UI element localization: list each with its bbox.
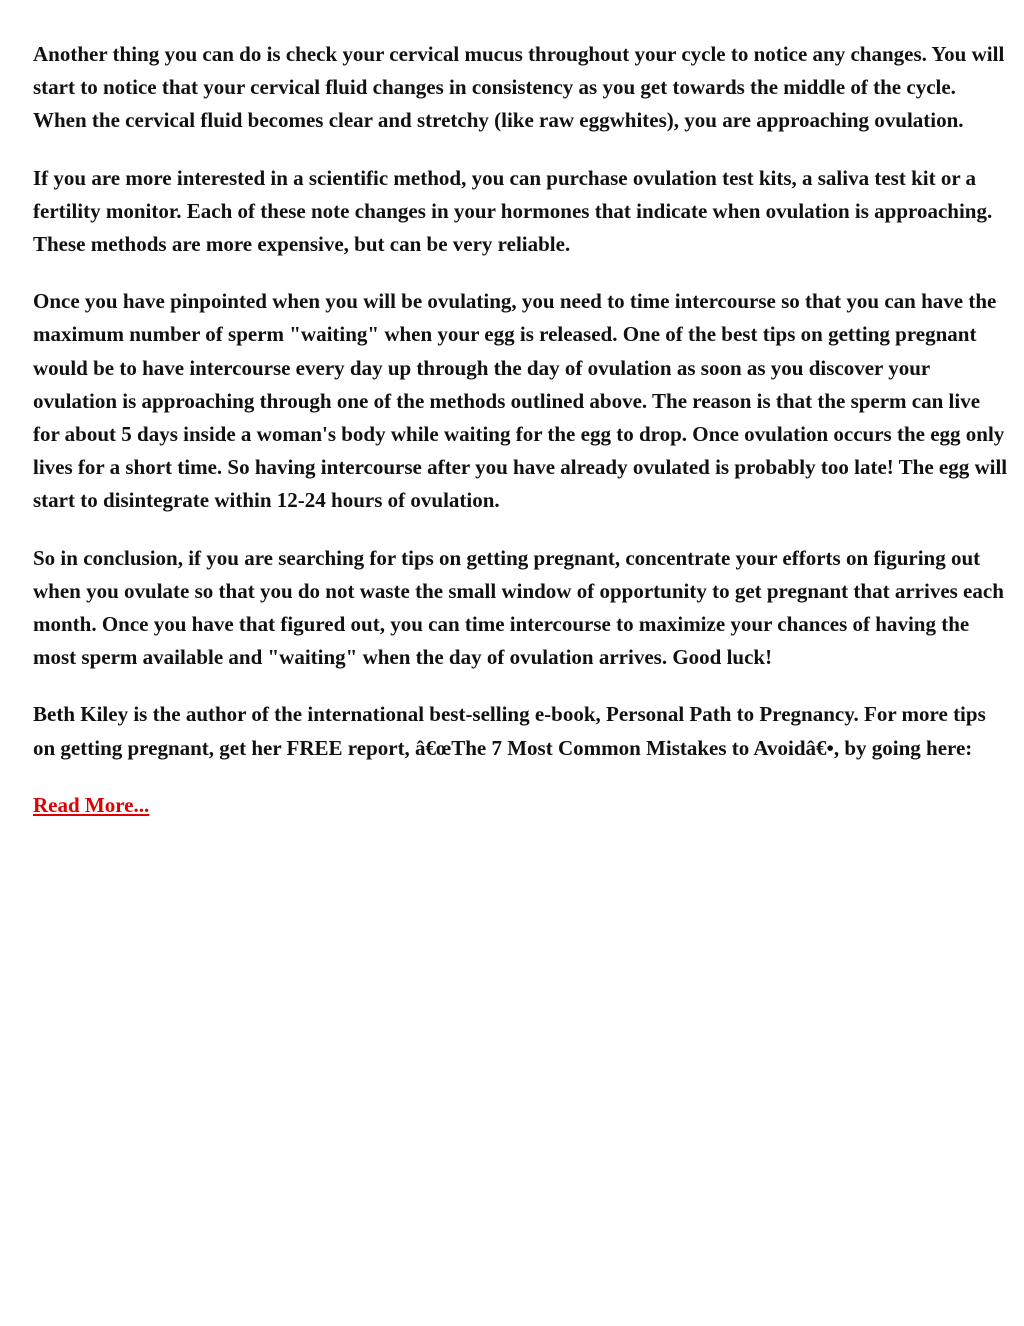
paragraph-cervical-mucus: Another thing you can do is check your cervical mucus throughout your cycle to notice any changes. You will start to notice that your cervical fluid changes in consistency as you get towards the middle of the cycle. When the cervical fluid becomes clear and stretchy (like raw eggwhites), you are approaching ovulation.	[33, 42, 1005, 133]
paragraph-scientific-method: If you are more interested in a scientific method, you can purchase ovulation test kits, a saliva test kit or a fertility monitor. Each of these note changes in your hormones that indicate when ovulation is approaching. These methods are more expensive, but can be very reliable.	[33, 165, 993, 257]
paragraph-timing-intercourse: Once you have pinpointed when you will be ovulating, you need to time intercourse so that you can have the maximum number of sperm "waiting" when your egg is released. One of the best tips on getting pregnant would be to have intercourse every day up through the day of ovulation as soon as you discover your ovulation is approaching through one of the methods outlined above. The reason is that the sperm can live for about 5 days inside a woman's body while waiting for the egg to drop. Once ovulation occurs the egg only lives for a short time. So having intercourse after you have already ovulated is probably too late! The egg will start to disintegrate within 12-24 hours of ovulation.	[33, 289, 1008, 513]
paragraph-conclusion: So in conclusion, if you are searching for tips on getting pregnant, concentrate your efforts on figuring out when you ovulate so that you do not waste the small window of opportunity to get pregnant that arrives each month. Once you have that figured out, you can time intercourse to maximize your chances of having the most sperm available and "waiting" when the day of ovulation arrives. Good luck!	[33, 545, 1004, 670]
document-page	[33, 38, 1008, 822]
paragraph-author-bio: Beth Kiley is the author of the international best-selling e-book, Personal Path to Pregnancy. For more tips on getting pregnant, get her FREE report, â€œThe 7 Most Common Mistakes to Avoidâ€•, by going here:	[33, 702, 986, 760]
read-more-link[interactable]: Read More...	[33, 792, 150, 817]
